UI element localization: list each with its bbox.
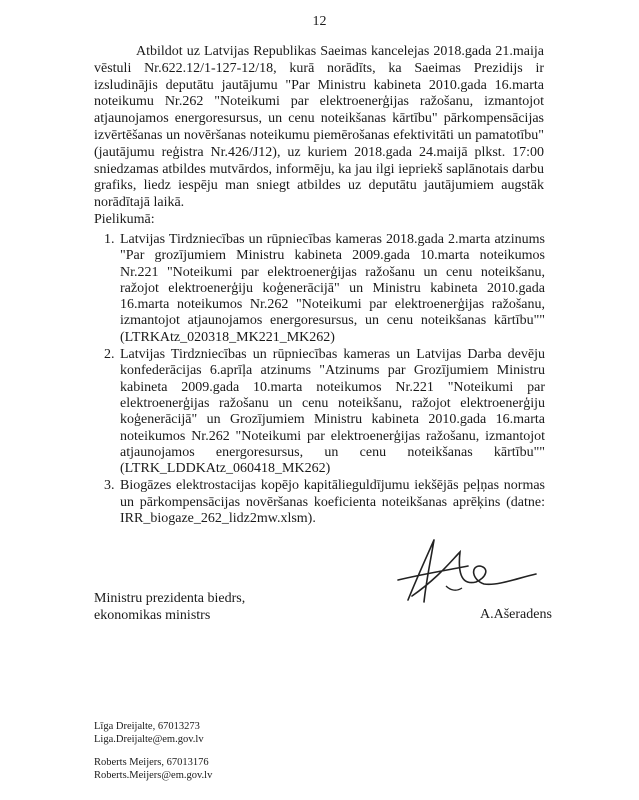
signatory-name: A.Ašeradens [480,607,552,622]
page-number: 12 [312,14,327,29]
signatory-title-line1: Ministru prezidenta biedrs, [94,591,246,606]
list-item: 3. Biogāzes elektrostacijas kopējo kapitālieguldījumu iekšējās peļņas normas un pārkompensācijas novēršanas koeficienta noteikšanas aprēķins (datne: IRR_biogaze_262_lidz2mw.xlsm). [118,478,545,527]
list-item: 2. Latvijas Tirdzniecības un rūpniecības kameras un Latvijas Darba devēju konfederācijas 6.aprīļa atzinums "Atzinums par Grozījumiem Ministru kabineta 2009.gada 10.marta noteikumos Nr.221 "Noteikumi par elektroenerģijas ražošanu un cenu noteikšanu, ražojot elektroenerģiju koģenerācijā" un Grozījumiem Ministru kabineta 2010.gada 16.marta noteikumos Nr.262 "Noteikumi par elektroenerģijas ražošanu, izmantojot atjaunojamos energoresursus, un cenu noteikšanas kārtību"" (LTRK_LDDKAtz_060418_MK262) [118,347,545,477]
attachments-heading: Pielikumā: [94,212,155,227]
contact-email: Roberts.Meijers@em.gov.lv [94,770,213,781]
body-paragraph: Atbildot uz Latvijas Republikas Saeimas kancelejas 2018.gada 21.maija vēstuli Nr.622.12/1-127-12/18, kurā norādīts, ka Saeimas Prezidijs ir izsludinājis deputātu jautājumu "Par Ministru kabineta 2010.gada 16.marta noteikumu Nr.262 "Noteikumi par elektroenerģijas ražošanu, izmantojot atjaunojamos energoresursus, un cenu noteikšanas kārtību" pārkompensācijas izvērtēšanas un novēršanas noteikumu piemērošanas efektivitāti un pamatotību" (jautājumu reģistra Nr.426/J12), uz kuriem 2018.gada 24.maijā plkst. 17:00 sniedzamas atbildes mutvārdos, informēju, ka jau ilgi iepriekš saplānotais darbu grafiks, liedz iespēju man sniegt atbildes uz deputātu jautājumiem augstāk norādītajā laikā. [94,44,544,211]
signatory-title [94,590,245,624]
signatory-title-line2: ekonomikas ministrs [94,608,211,623]
contacts-block [94,720,212,782]
list-item: 1. Latvijas Tirdzniecības un rūpniecības kameras 2018.gada 2.marta atzinums "Par grozījumiem Ministru kabineta 2009.gada 10.marta noteikumos Nr.221 "Noteikumi par elektroenerģijas ražošanu un cenu noteikšanu, ražojot elektroenerģiju koģenerācijā" un Ministru kabineta 2010.gada 16.marta noteikumos Nr.262 "Noteikumi par elektroenerģijas ražošanu, izmantojot atjaunojamos energoresursus, un cenu noteikšanas kārtību"" (LTRKAtz_020318_MK221_MK262) [118,232,545,346]
contact-name-phone: Līga Dreijalte, 67013273 [94,721,200,732]
attachments-list [94,232,545,527]
contact-email: Liga.Dreijalte@em.gov.lv [94,734,204,745]
handwritten-signature [368,530,568,610]
contact-name-phone: Roberts Meijers, 67013176 [94,757,209,768]
